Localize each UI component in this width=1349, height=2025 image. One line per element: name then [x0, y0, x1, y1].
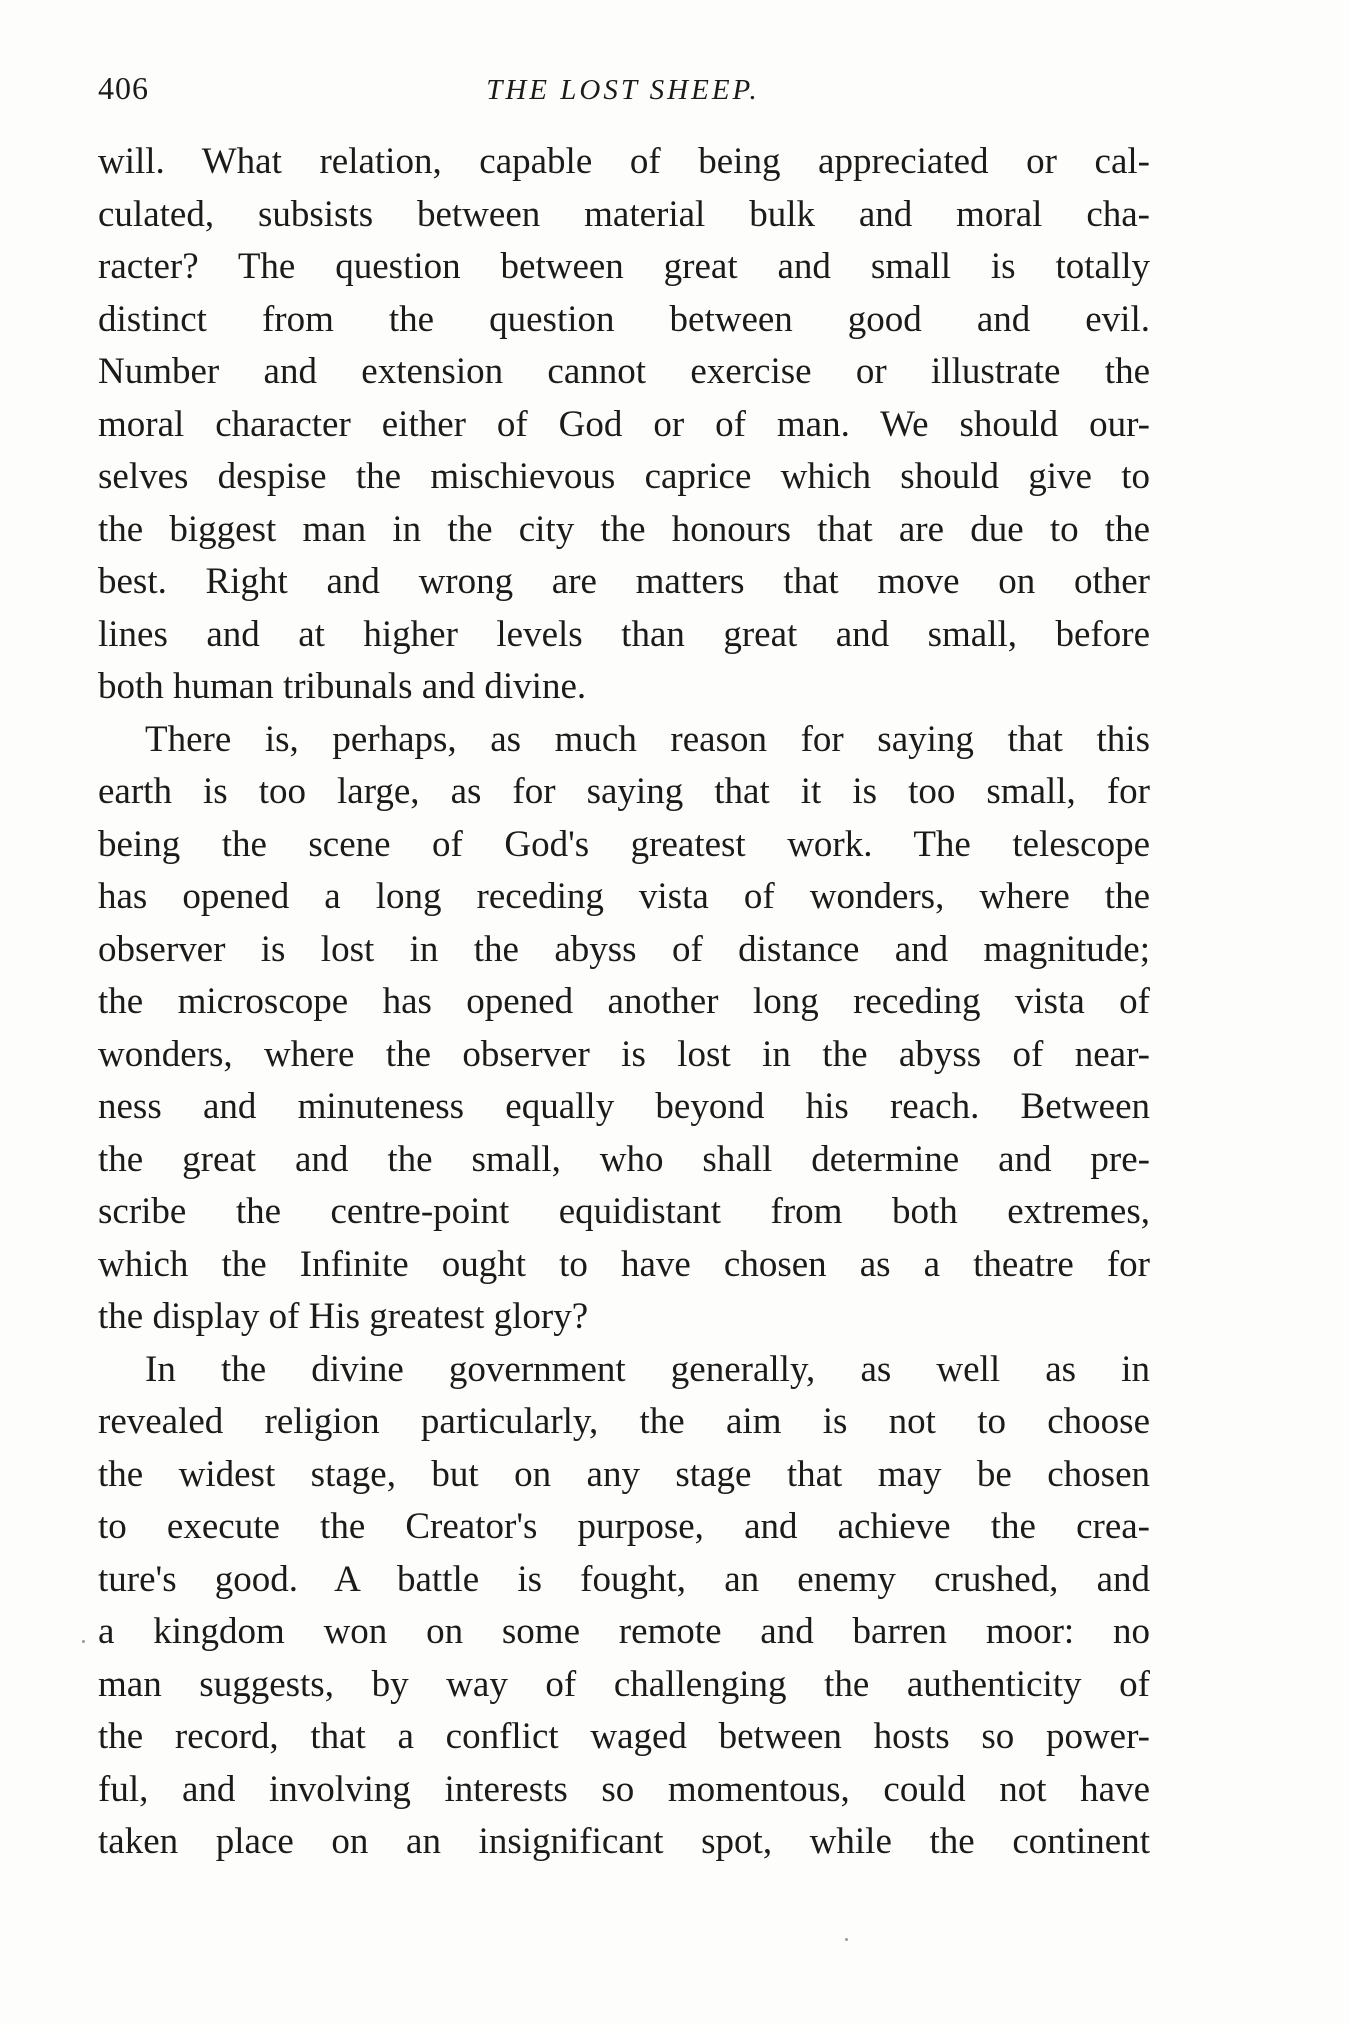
paragraph-3 — [98, 1344, 1150, 1869]
text-line: moral character either of God or of man. We should our- — [98, 403, 1150, 445]
text-line: racter? The question between great and small is totally — [98, 246, 1150, 287]
page-number: 406 — [98, 70, 149, 106]
text-line: which the Infinite ought to have chosen as a theatre for — [98, 1243, 1150, 1285]
text-line: man suggests, by way of challenging the authenticity of — [98, 1663, 1150, 1705]
text-line: the display of His greatest glory? — [98, 1296, 589, 1337]
text-line: will. What relation, capable of being appreciated or cal- — [98, 141, 1150, 182]
scan-speck — [845, 1938, 848, 1941]
text-line: taken place on an insignificant spot, while the continent — [98, 1821, 1150, 1862]
text-line: earth is too large, as for saying that it is too small, for — [98, 771, 1150, 812]
text-line: a kingdom won on some remote and barren moor: no — [98, 1611, 1150, 1652]
text-line: the biggest man in the city the honours that are due to the — [98, 508, 1150, 550]
scan-speck — [82, 1640, 85, 1643]
text-line: lines and at higher levels than great and small, before — [98, 613, 1150, 655]
text-line: ture's good. A battle is fought, an enemy crushed, and — [98, 1558, 1150, 1600]
text-line: being the scene of God's greatest work. The telescope — [98, 823, 1150, 865]
running-title: THE LOST SHEEP. — [486, 74, 760, 106]
paragraph-2 — [98, 714, 1150, 1344]
running-head — [98, 70, 1148, 120]
text-line: the great and the small, who shall determine and pre- — [98, 1138, 1150, 1180]
text-line: ness and minuteness equally beyond his reach. Between — [98, 1086, 1150, 1127]
text-line: In the divine government generally, as well as in — [145, 1348, 1150, 1390]
text-line: ful, and involving interests so momentous, could not have — [98, 1768, 1150, 1810]
paragraph-1 — [98, 136, 1150, 714]
text-line: to execute the Creator's purpose, and achieve the crea- — [98, 1506, 1150, 1547]
text-line: best. Right and wrong are matters that move on other — [98, 561, 1150, 602]
text-line: scribe the centre-point equidistant from both extremes, — [98, 1191, 1150, 1232]
text-line: culated, subsists between material bulk and moral cha- — [98, 193, 1150, 235]
text-line: revealed religion particularly, the aim is not to choose — [98, 1401, 1150, 1442]
text-line: wonders, where the observer is lost in the abyss of near- — [98, 1033, 1150, 1075]
text-line: There is, perhaps, as much reason for saying that this — [145, 718, 1150, 760]
text-line: has opened a long receding vista of wonders, where the — [98, 876, 1150, 917]
text-line: the microscope has opened another long receding vista of — [98, 981, 1150, 1022]
text-line: both human tribunals and divine. — [98, 666, 587, 707]
text-line: the record, that a conflict waged between hosts so power- — [98, 1716, 1150, 1757]
text-line: Number and extension cannot exercise or illustrate the — [98, 351, 1150, 392]
text-line: observer is lost in the abyss of distance and magnitude; — [98, 928, 1150, 970]
text-line: distinct from the question between good and evil. — [98, 298, 1150, 340]
text-line: selves despise the mischievous caprice which should give to — [98, 456, 1150, 497]
text-line: the widest stage, but on any stage that may be chosen — [98, 1453, 1150, 1495]
body-text — [98, 136, 1150, 1869]
